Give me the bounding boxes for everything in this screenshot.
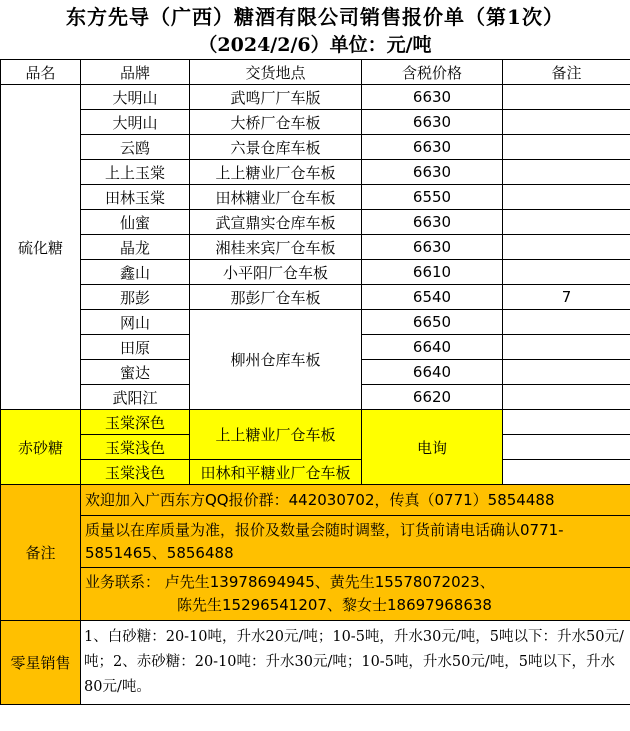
notes-label: 备注 <box>1 485 81 621</box>
table-row <box>1 285 630 310</box>
brand-cell: 鑫山 <box>81 260 190 285</box>
price-cell: 6630 <box>362 110 503 135</box>
notes-row <box>1 568 630 621</box>
brand-cell: 田原 <box>81 335 190 360</box>
remark-cell <box>503 185 630 210</box>
contact-line-2: 陈先生15296541207、黎女士18697968638 <box>177 596 492 614</box>
delivery-cell: 那彭厂仓车板 <box>190 285 362 310</box>
price-cell: 6630 <box>362 135 503 160</box>
notes-row <box>1 516 630 568</box>
table-row <box>1 260 630 285</box>
header-price: 含税价格 <box>362 60 503 85</box>
brand-cell: 玉棠深色 <box>81 410 190 435</box>
brand-cell: 玉棠浅色 <box>81 460 190 485</box>
delivery-cell: 上上糖业厂仓车板 <box>190 160 362 185</box>
price-cell: 6550 <box>362 185 503 210</box>
category-sulfur-sugar: 硫化糖 <box>1 85 81 410</box>
brand-cell: 仙蜜 <box>81 210 190 235</box>
notes-qq: 欢迎加入广西东方QQ报价群：442030702，传真（0771）5854488 <box>81 485 630 516</box>
remark-cell <box>503 360 630 385</box>
table-row <box>1 410 630 435</box>
remark-cell <box>503 460 630 485</box>
red-sugar-price: 电询 <box>362 410 503 485</box>
delivery-cell: 田林糖业厂仓车板 <box>190 185 362 210</box>
notes-row <box>1 485 630 516</box>
table-row <box>1 110 630 135</box>
brand-cell: 网山 <box>81 310 190 335</box>
sheet-title: 东方先导（广西）糖酒有限公司销售报价单（第1次） <box>66 5 564 29</box>
retail-text: 1、白砂糖：20-10吨，升水20元/吨；10-5吨，升水30元/吨，5吨以下：升水50元/吨；2、赤砂糖：20-10吨：升水30元/吨；10-5吨，升水50元/吨，5吨以下，升水80元/吨。 <box>81 621 630 705</box>
remark-cell <box>503 385 630 410</box>
brand-cell: 田林玉棠 <box>81 185 190 210</box>
brand-cell: 武阳江 <box>81 385 190 410</box>
remark-cell <box>503 435 630 460</box>
price-cell: 6650 <box>362 310 503 335</box>
price-cell: 6640 <box>362 360 503 385</box>
shared-delivery-cell: 柳州仓库车板 <box>190 310 362 410</box>
brand-cell: 上上玉棠 <box>81 160 190 185</box>
brand-cell: 大明山 <box>81 85 190 110</box>
brand-cell: 那彭 <box>81 285 190 310</box>
brand-cell: 蜜达 <box>81 360 190 385</box>
price-cell: 6640 <box>362 335 503 360</box>
header-delivery: 交货地点 <box>190 60 362 85</box>
delivery-cell: 小平阳厂仓车板 <box>190 260 362 285</box>
header-row <box>1 60 630 85</box>
remark-cell <box>503 85 630 110</box>
remark-cell <box>503 160 630 185</box>
delivery-cell: 武鸣厂厂车版 <box>190 85 362 110</box>
price-table <box>0 59 630 705</box>
remark-cell <box>503 410 630 435</box>
brand-cell: 云鸥 <box>81 135 190 160</box>
red-sugar-delivery-b: 田林和平糖业厂仓车板 <box>190 460 362 485</box>
delivery-cell: 武宣鼎实仓库车板 <box>190 210 362 235</box>
price-cell: 6630 <box>362 210 503 235</box>
retail-label: 零星销售 <box>1 621 81 705</box>
table-row <box>1 160 630 185</box>
price-cell: 6620 <box>362 385 503 410</box>
retail-row <box>1 621 630 705</box>
price-cell: 6540 <box>362 285 503 310</box>
price-cell: 6630 <box>362 160 503 185</box>
table-row <box>1 460 630 485</box>
remark-cell <box>503 260 630 285</box>
category-red-sugar: 赤砂糖 <box>1 410 81 485</box>
brand-cell: 玉棠浅色 <box>81 435 190 460</box>
price-cell: 6630 <box>362 235 503 260</box>
header-remark: 备注 <box>503 60 630 85</box>
contact-line-1: 业务联系： 卢先生13978694945、黄先生15578072023、 <box>85 573 495 591</box>
delivery-cell: 六景仓库车板 <box>190 135 362 160</box>
red-sugar-delivery-a: 上上糖业厂仓车板 <box>190 410 362 460</box>
table-row <box>1 185 630 210</box>
delivery-cell: 大桥厂仓车板 <box>190 110 362 135</box>
table-row <box>1 235 630 260</box>
price-cell: 6610 <box>362 260 503 285</box>
table-row <box>1 85 630 110</box>
remark-cell <box>503 335 630 360</box>
delivery-cell: 湘桂来宾厂仓车板 <box>190 235 362 260</box>
table-row <box>1 135 630 160</box>
remark-cell <box>503 135 630 160</box>
remark-cell <box>503 235 630 260</box>
remark-cell <box>503 110 630 135</box>
header-brand: 品牌 <box>81 60 190 85</box>
table-row <box>1 210 630 235</box>
remark-cell <box>503 210 630 235</box>
sheet-subtitle: （2024/2/6）单位：元/吨 <box>198 34 432 56</box>
brand-cell: 晶龙 <box>81 235 190 260</box>
notes-contact <box>81 568 630 621</box>
header-category: 品名 <box>1 60 81 85</box>
table-row <box>1 310 630 335</box>
remark-cell <box>503 310 630 335</box>
notes-quality: 质量以在库质量为准，报价及数量会随时调整，订货前请电话确认0771-5851465、5856488 <box>81 516 630 568</box>
price-cell: 6630 <box>362 85 503 110</box>
brand-cell: 大明山 <box>81 110 190 135</box>
remark-cell: 7 <box>503 285 630 310</box>
